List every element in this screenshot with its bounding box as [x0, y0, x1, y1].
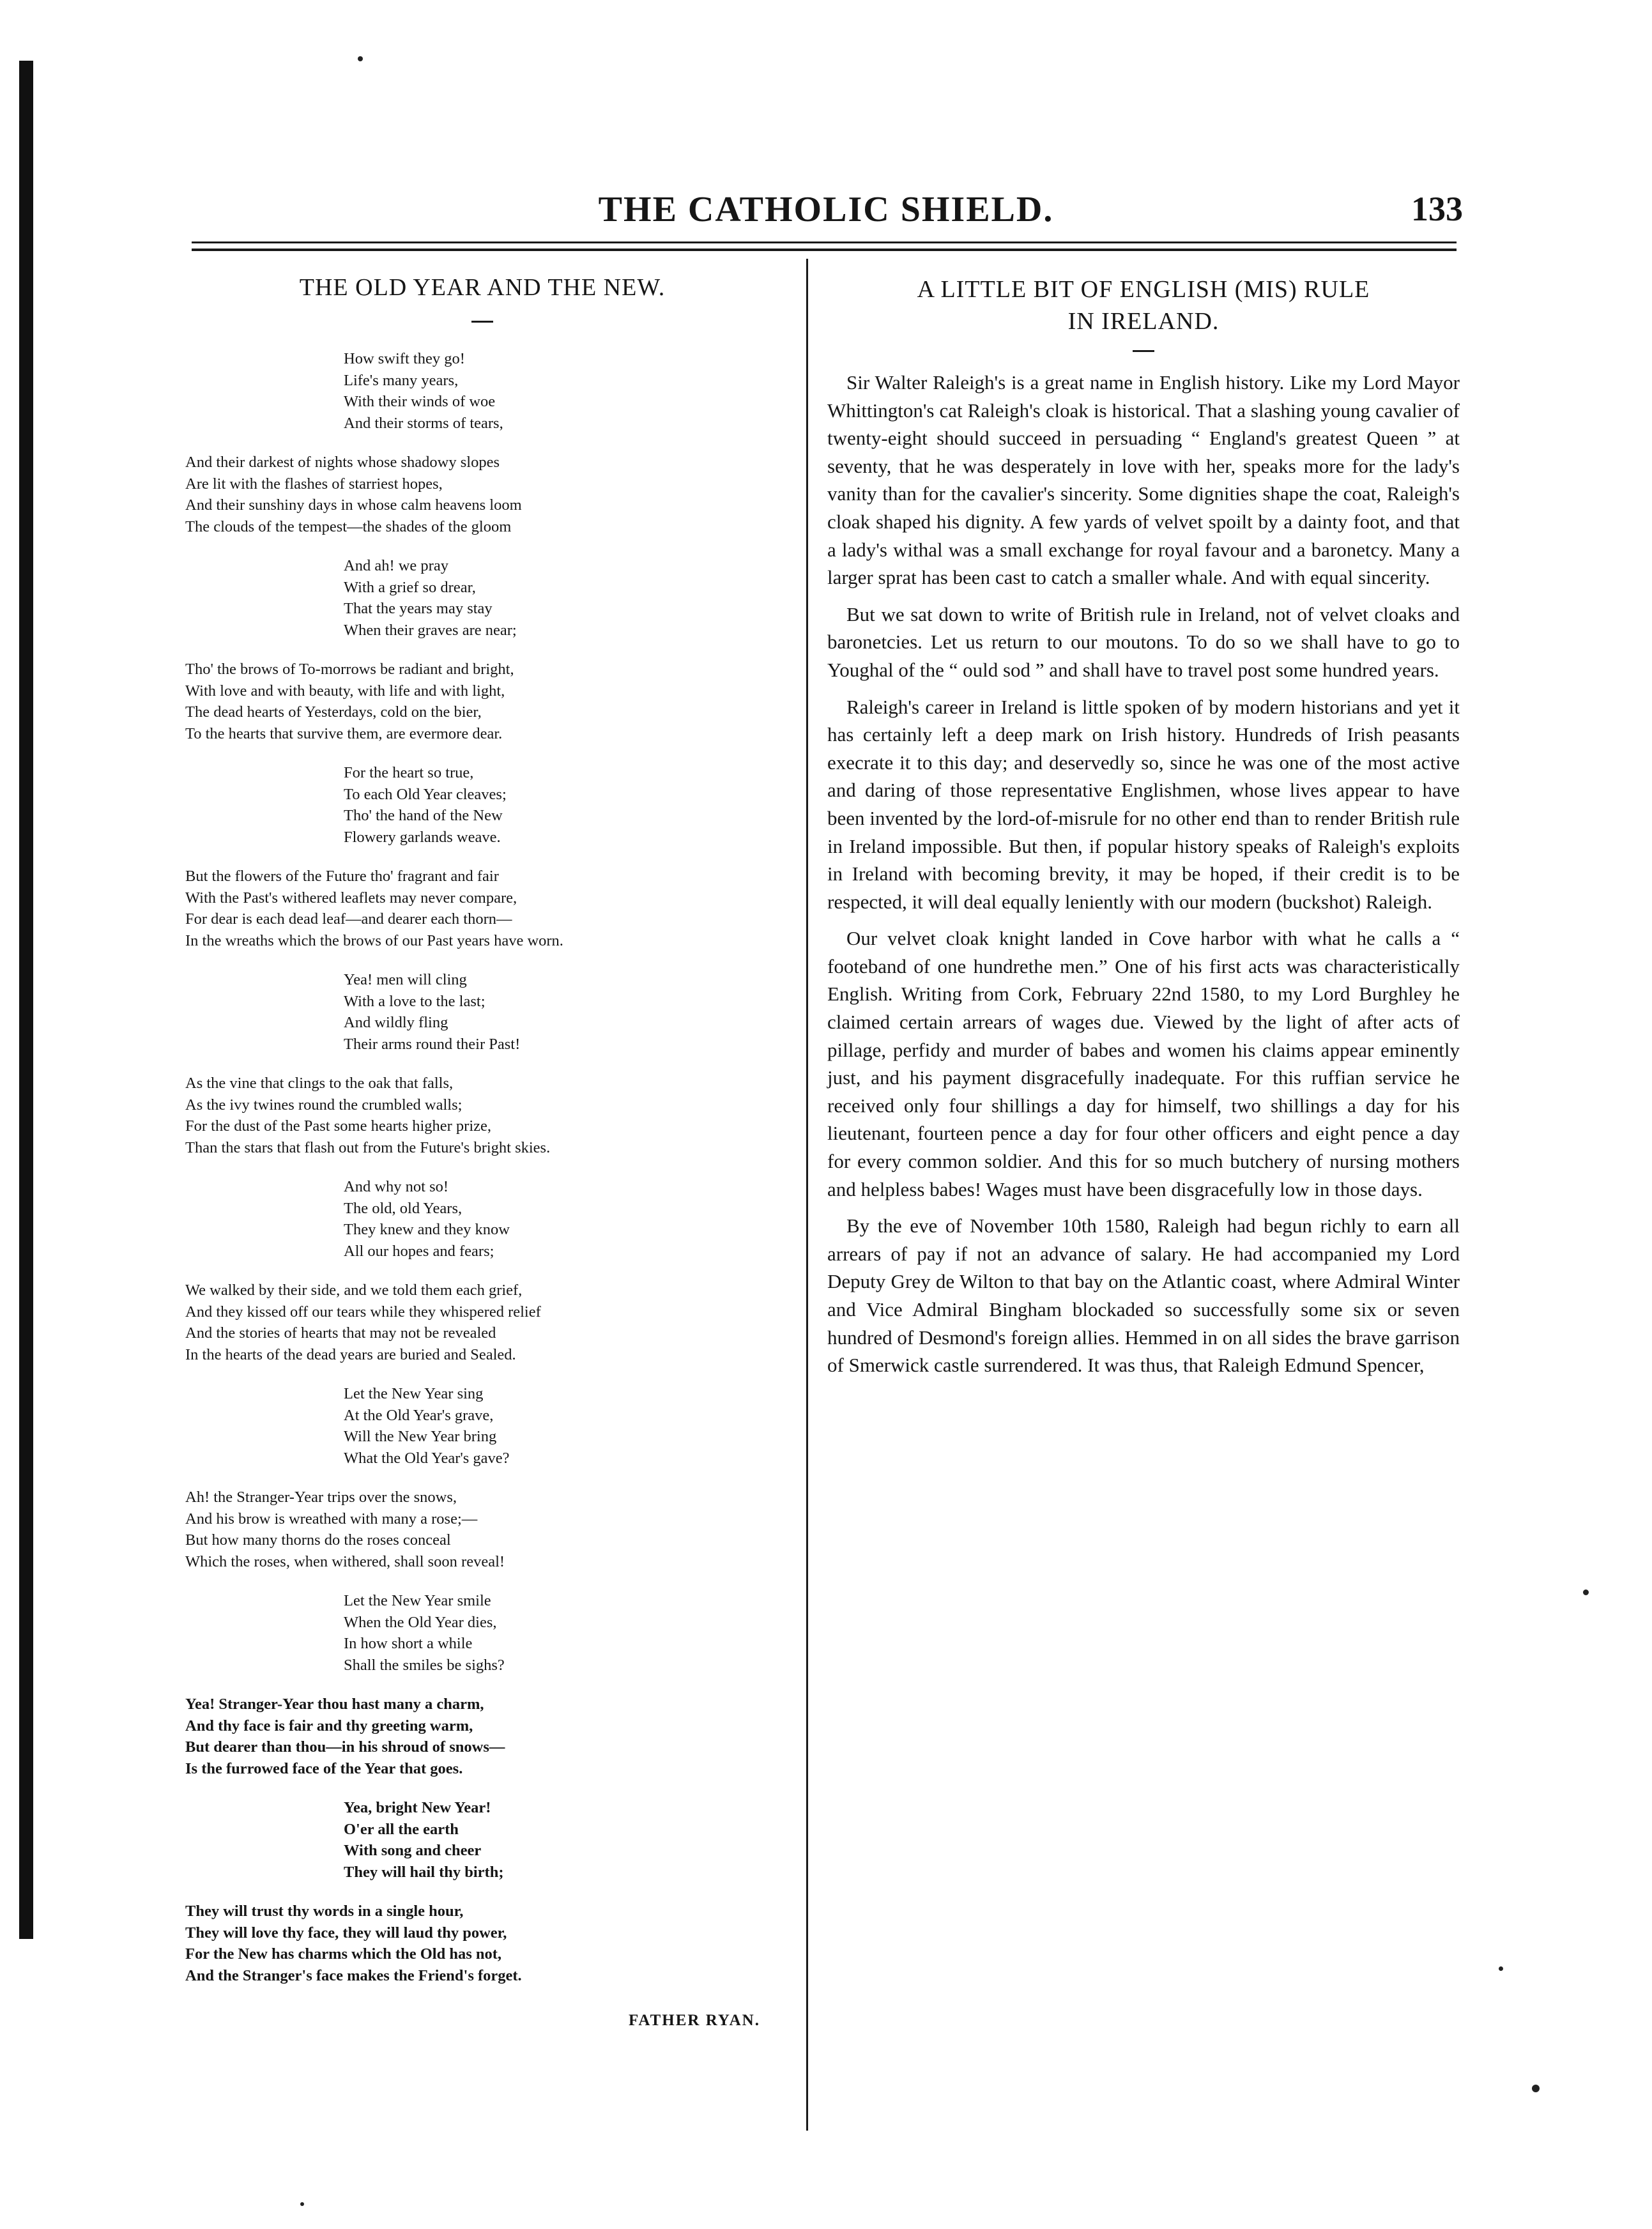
- poem-line: The old, old Years,: [344, 1199, 463, 1217]
- title-dash: [471, 321, 493, 323]
- poem-line: Flowery garlands weave.: [344, 828, 501, 846]
- poem-line: In how short a while: [344, 1635, 473, 1652]
- poem-line: That the years may stay: [344, 600, 493, 617]
- poem-line: With song and cheer: [344, 1842, 482, 1859]
- poem-signature: FATHER RYAN.: [628, 2012, 760, 2029]
- poem-line: To each Old Year cleaves;: [344, 785, 507, 803]
- poem-line: And the Stranger's face makes the Friend's forget.: [185, 1966, 522, 1984]
- poem-line: As the vine that clings to the oak that falls,: [185, 1075, 454, 1092]
- poem-line: They will love thy face, they will laud thy power,: [185, 1924, 507, 1942]
- poem-line: And why not so!: [344, 1178, 449, 1195]
- article-body: [827, 369, 1460, 1379]
- poem-line: With their winds of woe: [344, 393, 496, 410]
- poem-stanza: [185, 659, 779, 744]
- column-divider: [806, 259, 808, 2131]
- scan-speck: [358, 56, 363, 61]
- article-title-line: IN IRELAND.: [1067, 308, 1220, 335]
- poem-line: In the hearts of the dead years are buried and Sealed.: [185, 1345, 516, 1363]
- poem-stanza: [344, 969, 779, 1055]
- poem-line: Let the New Year sing: [344, 1385, 484, 1402]
- poem-line: Which the roses, when withered, shall soon reveal!: [185, 1552, 505, 1570]
- poem-line: Are lit with the flashes of starriest hopes,: [185, 475, 443, 493]
- poem-line: As the ivy twines round the crumbled walls;: [185, 1096, 463, 1114]
- poem-stanza: [185, 1073, 779, 1158]
- poem-line: Ah! the Stranger-Year trips over the snows,: [185, 1489, 457, 1506]
- poem-line: We walked by their side, and we told them each grief,: [185, 1282, 523, 1299]
- poem-stanza: [185, 1280, 779, 1365]
- poem-stanza: [344, 555, 779, 641]
- poem-line: And they kissed off our tears while they whispered relief: [185, 1303, 541, 1321]
- poem-line: But how many thorns do the roses conceal: [185, 1531, 451, 1549]
- article-paragraph: Our velvet cloak knight landed in Cove harbor with what he calls a “ footeband of one hundrethe men.” One of his first acts was characteristically English. Writing from Cork, February 22nd 1580, to my Lord Burghley he claimed certain arrears of wages due. Viewed by the light of after acts of pillage, perfidy and murder of babes and women his claims appear eminently just, and his payment disgracefully inadequate. For this ruffian service he received only four shillings a day for himself, two shillings a day for his lieutenant, fourteen pence a day for four other officers and eight pence a day for every common soldier. And this for so much butchery of nursing mothers and helpless babes! Wages must have been disgracefully low in those days.: [827, 927, 1460, 1200]
- poem-line: They will trust thy words in a single hour,: [185, 1903, 464, 1920]
- article-column: [827, 268, 1460, 1388]
- article-paragraph: But we sat down to write of British rule in Ireland, not of velvet cloaks and baronetcies. Let us return to our moutons. To do so we shall have to go to Youghal of the “ ould sod ” and shall have to travel post some hundred years.: [827, 602, 1460, 681]
- poem-body: [185, 348, 779, 1986]
- poem-line: Than the stars that flash out from the Future's bright skies.: [185, 1138, 551, 1156]
- poem-stanza: [344, 1797, 779, 1883]
- poem-line: For the dust of the Past some hearts higher prize,: [185, 1117, 492, 1135]
- poem-line: And their storms of tears,: [344, 414, 503, 432]
- poem-stanza: [344, 1383, 779, 1469]
- poem-line: For dear is each dead leaf—and dearer each thorn—: [185, 910, 512, 928]
- scan-speck: [1583, 1589, 1589, 1595]
- poem-line: How swift they go!: [344, 350, 465, 367]
- article-paragraph: By the eve of November 10th 1580, Raleigh had begun richly to earn all arrears of pay if not an advance of salary. He had accompanied my Lord Deputy Grey de Wilton to that bay on the Atlantic coast, where Admiral Winter and Vice Admiral Bingham blockaded so successfully some six or seven hundred of Desmond's foreign allies. Hemmed in on all sides the brave garrison of Smerwick castle surrendered. It was thus, that Raleigh Edmund Spencer,: [827, 1214, 1460, 1377]
- poem-stanza: [344, 1590, 779, 1676]
- poem-stanza: [344, 348, 779, 434]
- poem-line: And ah! we pray: [344, 557, 448, 574]
- poem-line: When their graves are near;: [344, 621, 517, 639]
- poem-line: They will hail thy birth;: [344, 1863, 504, 1881]
- poem-line: Yea! Stranger-Year thou hast many a charm,: [185, 1696, 484, 1713]
- poem-line: And the stories of hearts that may not be revealed: [185, 1324, 496, 1342]
- poem-line: And his brow is wreathed with many a rose;—: [185, 1510, 478, 1528]
- article-paragraph: Raleigh's career in Ireland is little spoken of by modern historians and yet it has certainly left a deep mark on Irish history. Hundreds of Irish peasants execrate it to this day; and deservedly so, since he was one of the most active and daring of those representative Englishmen, whose lives appear to have been invented by the lord-of-misrule for no other end than to render British rule in Ireland impossible. But then, if popular history speaks of Raleigh's exploits in Ireland with becoming brevity, it may be hoped, if their credit is to be respected, it will deal equally leniently with our modern (buckshot) Raleigh.: [827, 695, 1460, 913]
- poem-line: With a grief so drear,: [344, 578, 476, 596]
- poem-line: The dead hearts of Yesterdays, cold on the bier,: [185, 703, 482, 721]
- poem-line: Let the New Year smile: [344, 1592, 491, 1609]
- poem-line: O'er all the earth: [344, 1820, 459, 1838]
- page-number: 133: [1411, 190, 1463, 228]
- poem-line: With a love to the last;: [344, 992, 486, 1010]
- poem-column: [185, 268, 779, 2030]
- header-rule-double: [192, 249, 1457, 251]
- poem-line: All our hopes and fears;: [344, 1242, 494, 1260]
- article-title: [827, 273, 1460, 337]
- poem-line: And thy face is fair and thy greeting warm,: [185, 1717, 473, 1735]
- poem-line: At the Old Year's grave,: [344, 1406, 494, 1424]
- poem-line: They knew and they know: [344, 1221, 510, 1238]
- poem-line: And their sunshiny days in whose calm heavens loom: [185, 496, 522, 514]
- poem-line: But the flowers of the Future tho' fragrant and fair: [185, 868, 499, 885]
- running-title: THE CATHOLIC SHIELD.: [598, 190, 1054, 229]
- poem-title: THE OLD YEAR AND THE NEW.: [299, 274, 666, 301]
- scan-speck: [1532, 2085, 1540, 2092]
- poem-line: Is the furrowed face of the Year that goes.: [185, 1759, 463, 1777]
- poem-line: Their arms round their Past!: [344, 1035, 521, 1053]
- poem-line: In the wreaths which the brows of our Past years have worn.: [185, 931, 563, 949]
- poem-line: When the Old Year dies,: [344, 1613, 497, 1631]
- title-dash: [1133, 350, 1154, 352]
- poem-line: Yea! men will cling: [344, 971, 467, 988]
- poem-line: For the heart so true,: [344, 764, 474, 781]
- poem-stanza: [344, 1176, 779, 1262]
- poem-stanza: [185, 452, 779, 537]
- poem-stanza: [185, 866, 779, 951]
- poem-line: The clouds of the tempest—the shades of the gloom: [185, 517, 512, 535]
- poem-line: For the New has charms which the Old has not,: [185, 1945, 502, 1963]
- poem-stanza: [344, 762, 779, 848]
- poem-line: Tho' the hand of the New: [344, 807, 503, 824]
- poem-stanza: [185, 1694, 779, 1779]
- page-binding-edge: [19, 61, 33, 1939]
- scan-speck: [300, 2202, 304, 2206]
- poem-line: With love and with beauty, with life and with light,: [185, 682, 505, 700]
- poem-line: But dearer than thou—in his shroud of snows—: [185, 1738, 505, 1756]
- poem-line: And their darkest of nights whose shadowy slopes: [185, 454, 500, 471]
- poem-stanza: [185, 1487, 779, 1572]
- poem-line: Tho' the brows of To-morrows be radiant and bright,: [185, 661, 514, 678]
- article-paragraph: Sir Walter Raleigh's is a great name in English history. Like my Lord Mayor Whittington's cat Raleigh's cloak is historical. That a slashing young cavalier of twenty-eight should succeed in persuading “ England's greatest Queen ” at seventy, that he was desperately in love with her, speaks more for the lady's vanity than for the cavalier's sincerity. Some dignities shape the coat, Raleigh's cloak shaped his dignity. A few yards of velvet spoilt by a dainty foot, and that a lady's withal was a small exchange for royal favour and a baronetcy. Many a larger sprat has been cast to catch a smaller whale. And with equal sincerity.: [827, 371, 1460, 589]
- poem-line: Shall the smiles be sighs?: [344, 1656, 505, 1674]
- poem-line: To the hearts that survive them, are evermore dear.: [185, 724, 503, 742]
- scan-speck: [1499, 1966, 1503, 1971]
- poem-line: With the Past's withered leaflets may never compare,: [185, 889, 517, 907]
- poem-line: Life's many years,: [344, 371, 459, 389]
- header-rule: [192, 241, 1457, 243]
- poem-line: And wildly fling: [344, 1014, 448, 1031]
- poem-line: What the Old Year's gave?: [344, 1449, 510, 1467]
- poem-line: Will the New Year bring: [344, 1428, 497, 1445]
- poem-stanza: [185, 1901, 779, 1986]
- article-title-line: A LITTLE BIT OF ENGLISH (MIS) RULE: [917, 276, 1370, 303]
- poem-line: Yea, bright New Year!: [344, 1799, 491, 1816]
